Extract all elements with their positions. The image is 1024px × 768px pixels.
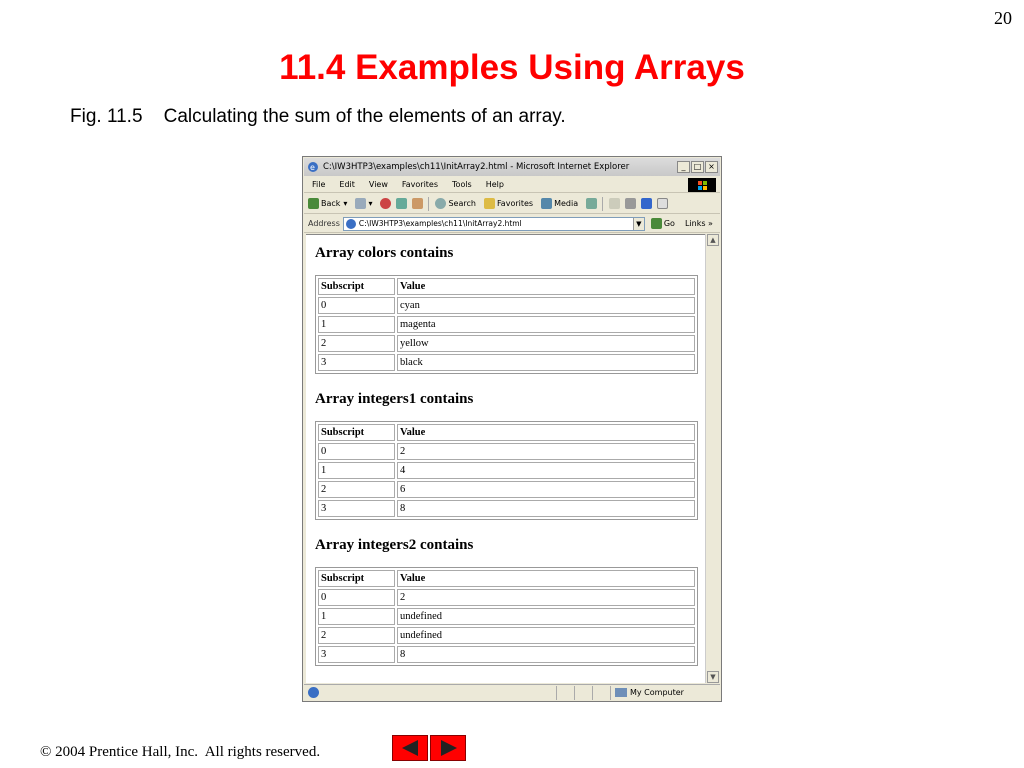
table-row (318, 316, 695, 333)
minimize-button[interactable]: _ (677, 161, 690, 173)
table-cell: 3 (318, 500, 395, 517)
page-icon (346, 219, 356, 229)
ie-logo-icon (307, 161, 319, 173)
table-cell: black (397, 354, 695, 371)
table-cell: 3 (318, 646, 395, 663)
page-status-icon (308, 687, 319, 698)
table-cell: 2 (397, 443, 695, 460)
table-cell: 2 (318, 481, 395, 498)
header-cell: Subscript (318, 278, 395, 295)
address-dropdown-icon[interactable]: ▼ (633, 218, 644, 230)
forward-button[interactable] (355, 198, 372, 209)
svg-text:e: e (310, 163, 315, 172)
array-table (315, 275, 698, 374)
table-row (318, 443, 695, 460)
table-cell: 0 (318, 589, 395, 606)
right-arrow-icon (441, 740, 457, 756)
mail-icon[interactable] (609, 198, 620, 209)
status-bar (304, 684, 720, 700)
table-cell: 4 (397, 462, 695, 479)
next-slide-button[interactable] (430, 735, 466, 761)
copyright-footer: © 2004 Prentice Hall, Inc. All rights reserved. (40, 744, 321, 760)
media-button[interactable] (541, 198, 578, 209)
scroll-down-icon[interactable]: ▼ (707, 671, 719, 683)
table-row (318, 462, 695, 479)
browser-titlebar (304, 158, 720, 176)
table-row (318, 608, 695, 625)
chevron-down-icon: ▾ (343, 199, 348, 208)
table-cell: undefined (397, 627, 695, 644)
address-label: Address (308, 219, 340, 228)
back-arrow-icon (308, 198, 319, 209)
search-button[interactable] (435, 198, 475, 209)
media-label: Media (554, 199, 579, 208)
go-label: Go (663, 219, 675, 228)
section-integers2 (315, 537, 698, 666)
back-label: Back (321, 199, 341, 208)
header-cell: Value (397, 570, 695, 587)
favorites-icon (484, 198, 495, 209)
zone-label: My Computer (630, 688, 684, 697)
table-header-row (318, 570, 695, 587)
menu-bar (304, 177, 720, 193)
slide-title: 11.4 Examples Using Arrays (279, 48, 745, 87)
scroll-up-icon[interactable]: ▲ (707, 234, 719, 246)
table-cell: 8 (397, 646, 695, 663)
figure-caption: Fig. 11.5 Calculating the sum of the elements of an array. (70, 106, 566, 127)
header-cell: Subscript (318, 570, 395, 587)
menu-tools[interactable]: Tools (452, 180, 472, 189)
browser-window (302, 156, 722, 702)
section-heading: Array integers2 contains (315, 537, 474, 553)
windows-logo-icon (688, 178, 716, 192)
header-cell: Subscript (318, 424, 395, 441)
array-table (315, 421, 698, 520)
table-row (318, 354, 695, 371)
section-integers1 (315, 391, 698, 520)
table-cell: 1 (318, 316, 395, 333)
stop-icon[interactable] (380, 198, 391, 209)
table-row (318, 297, 695, 314)
menu-help[interactable]: Help (485, 180, 504, 189)
table-cell: 2 (318, 627, 395, 644)
table-cell: 6 (397, 481, 695, 498)
table-cell: 2 (397, 589, 695, 606)
array-table (315, 567, 698, 666)
status-pane (556, 686, 574, 700)
status-pane (592, 686, 610, 700)
go-arrow-icon (651, 218, 662, 229)
table-row (318, 646, 695, 663)
header-cell: Value (397, 278, 695, 295)
table-cell: 1 (318, 608, 395, 625)
table-cell: 8 (397, 500, 695, 517)
menu-file[interactable]: File (312, 180, 326, 189)
slide-number: 20 (994, 8, 1012, 28)
computer-icon (615, 688, 627, 697)
menu-view[interactable]: View (368, 180, 388, 189)
table-cell: yellow (397, 335, 695, 352)
table-row (318, 500, 695, 517)
home-icon[interactable] (412, 198, 423, 209)
media-icon (541, 198, 552, 209)
toolbar (304, 194, 720, 214)
table-cell: 0 (318, 443, 395, 460)
menu-edit[interactable]: Edit (339, 180, 355, 189)
maximize-button[interactable]: □ (691, 161, 704, 173)
table-row (318, 627, 695, 644)
close-button[interactable]: × (705, 161, 718, 173)
table-header-row (318, 424, 695, 441)
print-icon[interactable] (625, 198, 636, 209)
history-icon[interactable] (586, 198, 597, 209)
edit-word-icon[interactable] (641, 198, 652, 209)
slide-navigation (392, 735, 466, 761)
address-value: C:\IW3HTP3\examples\ch11\InitArray2.html (358, 219, 522, 228)
notepad-icon[interactable] (657, 198, 668, 209)
table-row (318, 589, 695, 606)
table-row (318, 335, 695, 352)
table-cell: 3 (318, 354, 395, 371)
menu-favorites[interactable]: Favorites (401, 180, 439, 189)
table-cell: cyan (397, 297, 695, 314)
chevron-down-icon: ▾ (368, 199, 373, 208)
table-cell: 0 (318, 297, 395, 314)
table-header-row (318, 278, 695, 295)
table-cell: magenta (397, 316, 695, 333)
table-cell: 2 (318, 335, 395, 352)
links-button[interactable]: Links » (684, 219, 713, 228)
forward-arrow-icon (355, 198, 366, 209)
page-content (306, 234, 705, 683)
header-cell: Value (397, 424, 695, 441)
go-button[interactable] (651, 218, 675, 229)
address-input[interactable] (343, 217, 645, 231)
window-title: C:\IW3HTP3\examples\ch11\InitArray2.html - Microsoft Internet Explorer (323, 162, 630, 172)
address-bar (304, 215, 720, 233)
favorites-button[interactable] (484, 198, 533, 209)
vertical-scrollbar[interactable] (705, 234, 719, 683)
toolbar-separator (428, 197, 429, 211)
back-button[interactable] (308, 198, 347, 209)
section-colors (315, 245, 698, 374)
toolbar-separator (602, 197, 603, 211)
section-heading: Array colors contains (315, 245, 454, 261)
table-cell: 1 (318, 462, 395, 479)
search-icon (435, 198, 446, 209)
refresh-icon[interactable] (396, 198, 407, 209)
table-row (318, 481, 695, 498)
search-label: Search (448, 199, 476, 208)
favorites-label: Favorites (496, 199, 534, 208)
security-zone (610, 686, 720, 700)
table-cell: undefined (397, 608, 695, 625)
section-heading: Array integers1 contains (315, 391, 474, 407)
previous-slide-button[interactable] (392, 735, 428, 761)
left-arrow-icon (402, 740, 418, 756)
status-pane (574, 686, 592, 700)
